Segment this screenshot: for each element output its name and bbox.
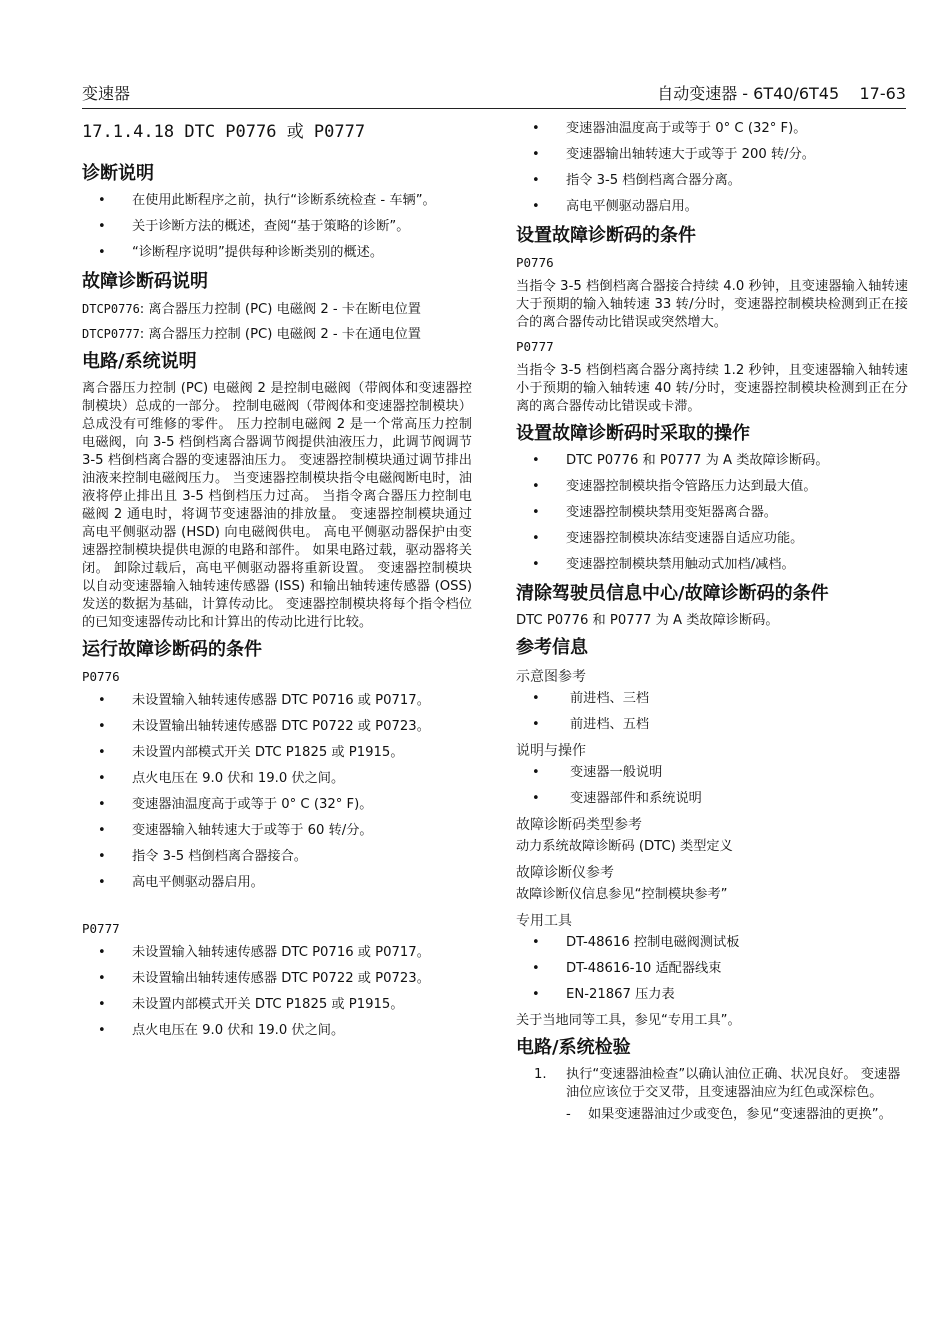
reference-info-heading: 参考信息 xyxy=(516,637,588,658)
list-item: • DTC P0776 和 P0777 为 A 类故障诊断码。 xyxy=(516,452,908,469)
dtc-text: : 离合器压力控制 (PC) 电磁阀 2 - 卡在断电位置 xyxy=(139,302,421,317)
list-item: • 点火电压在 9.0 伏和 19.0 伏之间。 xyxy=(82,770,472,787)
list-item: • 指令 3-5 档倒档离合器接合。 xyxy=(82,848,472,865)
run-p0777-code: P0777 xyxy=(82,921,120,936)
actions-heading: 设置故障诊断码时采取的操作 xyxy=(516,423,750,444)
dtc-p0777-description xyxy=(82,325,472,344)
circuit-description-heading: 电路/系统说明 xyxy=(82,351,197,372)
dtc-type-reference-heading: 故障诊断码类型参考 xyxy=(516,817,642,833)
list-item: • 变速器控制模块指令管路压力达到最大值。 xyxy=(516,478,908,495)
list-item: • 未设置输入轴转速传感器 DTC P0716 或 P0717。 xyxy=(82,692,472,709)
dtc-text: : 离合器压力控制 (PC) 电磁阀 2 - 卡在通电位置 xyxy=(139,327,421,342)
list-item: • 变速器输入轴转速大于或等于 60 转/分。 xyxy=(82,822,472,839)
list-item: • 前进档、三档 xyxy=(516,690,908,707)
verification-steps xyxy=(516,1066,908,1102)
list-item: • “诊断程序说明”提供每种诊断类别的概述。 xyxy=(82,244,472,261)
set-conditions-heading: 设置故障诊断码的条件 xyxy=(516,225,696,246)
step-text: 执行“变速器油检查”以确认油位正确、状况良好。 变速器油位应该位于交叉带，且变速器油应为红色或深棕色。 xyxy=(566,1067,901,1100)
list-item: • DT-48616 控制电磁阀测试板 xyxy=(516,934,908,951)
special-tools-heading: 专用工具 xyxy=(516,913,572,929)
diagnostic-description-list xyxy=(82,192,472,261)
left-column xyxy=(82,120,472,1048)
dtc-description-heading: 故障诊断码说明 xyxy=(82,271,208,292)
dtc-type-reference-text: 动力系统故障诊断码 (DTC) 类型定义 xyxy=(516,839,733,854)
set-p0776-text: 当指令 3-5 档倒档离合器接合持续 4.0 秒钟，且变速器输入轴转速大于预期的输入轴转速 33 转/分时，变速器控制模块检测到正在接合的离合器传动比错误或突然增大。 xyxy=(516,279,908,330)
substep-text: 如果变速器油过少或变色，参见“变速器油的更换”。 xyxy=(588,1107,892,1122)
page-header xyxy=(82,84,906,109)
list-item: • 未设置输出轴转速传感器 DTC P0722 或 P0723。 xyxy=(82,970,472,987)
list-item: • 关于诊断方法的概述，查阅“基于策略的诊断”。 xyxy=(82,218,472,235)
set-p0776-code: P0776 xyxy=(516,255,554,270)
run-p0776-code: P0776 xyxy=(82,669,120,684)
step-number: 1. xyxy=(534,1067,547,1082)
list-item: • 变速器控制模块禁用变矩器离合器。 xyxy=(516,504,908,521)
schematic-reference-list xyxy=(516,690,908,733)
set-p0777-code: P0777 xyxy=(516,339,554,354)
header-page-label: 自动变速器 - 6T40/6T45 17-63 xyxy=(657,84,906,103)
list-item: • 变速器油温度高于或等于 0° C (32° F)。 xyxy=(516,120,908,137)
description-operation-list xyxy=(516,764,908,807)
scan-tool-reference-heading: 故障诊断仪参考 xyxy=(516,865,614,881)
special-tools-note: 关于当地同等工具，参见“专用工具”。 xyxy=(516,1013,741,1028)
description-operation-heading: 说明与操作 xyxy=(516,743,586,759)
list-item: • 未设置输出轴转速传感器 DTC P0722 或 P0723。 xyxy=(82,718,472,735)
verification-substep xyxy=(516,1106,908,1124)
actions-list xyxy=(516,452,908,573)
set-p0777-text: 当指令 3-5 档倒档离合器分离持续 1.2 秒钟，且变速器输入轴转速小于预期的输入轴转速 40 转/分时，变速器控制模块检测到正在分离的离合器传动比错误或卡滞。 xyxy=(516,363,908,414)
list-item: • 在使用此断程序之前，执行“诊断系统检查 - 车辆”。 xyxy=(82,192,472,209)
special-tools-list xyxy=(516,934,908,1003)
list-item: • 点火电压在 9.0 伏和 19.0 伏之间。 xyxy=(82,1022,472,1039)
run-p0777-list xyxy=(82,944,472,1039)
run-conditions-heading: 运行故障诊断码的条件 xyxy=(82,639,262,660)
right-column xyxy=(516,120,908,1124)
run-p0776-list xyxy=(82,692,472,891)
header-section-label: 变速器 xyxy=(82,84,131,103)
list-item: • 指令 3-5 档倒档离合器分离。 xyxy=(516,172,908,189)
list-item: • 高电平侧驱动器启用。 xyxy=(516,198,908,215)
list-item: • 未设置输入轴转速传感器 DTC P0716 或 P0717。 xyxy=(82,944,472,961)
list-item: • 前进档、五档 xyxy=(516,716,908,733)
dtc-code: DTCP0776 xyxy=(82,302,140,316)
list-item: • DT-48616-10 适配器线束 xyxy=(516,960,908,977)
substep-dash: - xyxy=(566,1107,571,1122)
clear-conditions-heading: 清除驾驶员信息中心/故障诊断码的条件 xyxy=(516,583,829,604)
schematic-reference-heading: 示意图参考 xyxy=(516,669,586,685)
circuit-verification-heading: 电路/系统检验 xyxy=(516,1037,631,1058)
list-item: • EN-21867 压力表 xyxy=(516,986,908,1003)
document-title: 17.1.4.18 DTC P0776 或 P0777 xyxy=(82,122,366,142)
run-p0777-continued-list xyxy=(516,120,908,215)
circuit-description-text: 离合器压力控制 (PC) 电磁阀 2 是控制电磁阀（带阀体和变速器控制模块）总成的一部分。 控制电磁阀（带阀体和变速器控制模块）总成没有可维修的零件。 压力控制电磁阀 2 是一个常高压力控制电磁阀，向 3-5 档倒档离合器调节阀提供油液压力，此调节阀调节 3-5 档倒档离合器的变速器油压力。 变速器控制模块通过调节排出油液来控制电磁阀压力。 当变速器控制模块指令电磁阀断电时，油液将停止排出且 3-5 档倒档压力过高。 当指令离合器压力控制电磁阀 2 通电时，将调节变速器油的排放量。 变速器控制模块通过高电平侧驱动器 (HSD) 向电磁阀供电。 高电平侧驱动器保护由变速器控制模块提供电源的电路和部件。 如果电路过载，驱动器将关闭。 卸除过载后，高电平侧驱动器将重新设置。 变速器控制模块以自动变速器输入轴转速传感器 (ISS) 和输出轴转速传感器 (OSS) 发送的数据为基础，计算传动比。 变速器控制模块将每个指令档位的已知变速器传动比和计算出的传动比进行比较。 xyxy=(82,381,472,630)
diagnostic-description-heading: 诊断说明 xyxy=(82,163,154,184)
dtc-code: DTCP0777 xyxy=(82,327,140,341)
list-item: • 未设置内部模式开关 DTC P1825 或 P1915。 xyxy=(82,996,472,1013)
scan-tool-reference-text: 故障诊断仪信息参见“控制模块参考” xyxy=(516,887,728,902)
dtc-p0776-description xyxy=(82,300,472,319)
list-item: • 变速器油温度高于或等于 0° C (32° F)。 xyxy=(82,796,472,813)
list-item: • 变速器输出轴转速大于或等于 200 转/分。 xyxy=(516,146,908,163)
list-item: • 未设置内部模式开关 DTC P1825 或 P1915。 xyxy=(82,744,472,761)
list-item: • 高电平侧驱动器启用。 xyxy=(82,874,472,891)
list-item: • 变速器控制模块禁用触动式加档/减档。 xyxy=(516,556,908,573)
list-item: • 变速器部件和系统说明 xyxy=(516,790,908,807)
verification-step xyxy=(516,1066,908,1102)
list-item: • 变速器控制模块冻结变速器自适应功能。 xyxy=(516,530,908,547)
clear-conditions-text: DTC P0776 和 P0777 为 A 类故障诊断码。 xyxy=(516,613,779,628)
list-item: • 变速器一般说明 xyxy=(516,764,908,781)
